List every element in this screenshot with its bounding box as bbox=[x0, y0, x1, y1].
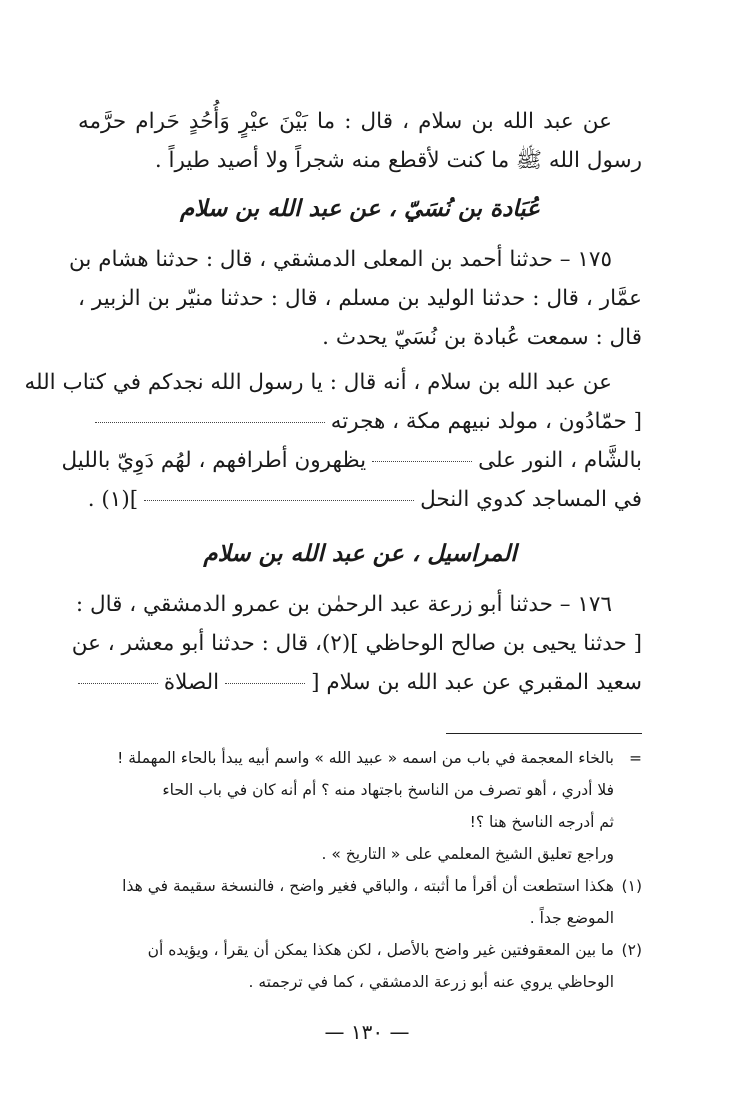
footnote-ref: ](١) . bbox=[87, 487, 139, 512]
text-segment: يظهرون أطرافهم ، لهُم دَوِيّ بالليل bbox=[61, 448, 367, 473]
section-heading: المراسيل ، عن عبد الله بن سلام bbox=[203, 541, 517, 567]
footnote-number: (١) bbox=[621, 877, 642, 895]
text-line bbox=[78, 480, 642, 519]
missing-text-dots bbox=[225, 682, 305, 684]
text-segment: في المساجد كدوي النحل bbox=[420, 487, 642, 512]
text-line: عن عبد الله بن سلام ، قال : ما بَيْنَ عيْرٍ وَأُحُدٍ حَرام حرَّمه bbox=[78, 109, 612, 134]
footnote-1 bbox=[72, 870, 642, 934]
main-text bbox=[24, 102, 642, 702]
section-heading: عُبَادة بن نُسَيّ ، عن عبد الله بن سلام bbox=[180, 196, 540, 222]
missing-text-dots bbox=[78, 682, 158, 684]
footnote-divider bbox=[446, 733, 642, 734]
text-segment: الصلاة bbox=[163, 670, 220, 695]
footnote-line: الموضع جداً . bbox=[529, 909, 614, 927]
missing-text-dots bbox=[144, 499, 414, 501]
footnote-line: ما بين المعقوفتين غير واضح بالأصل ، لكن هكذا يمكن أن يقرأ ، ويؤيده أن bbox=[147, 941, 614, 959]
text-segment: بالشَّام ، النور على bbox=[478, 448, 642, 473]
missing-text-dots bbox=[95, 421, 325, 423]
text-line: رسول الله ﷺ ما كنت لأقطع منه شجراً ولا أصيد طيراً . bbox=[154, 148, 642, 173]
footnote-line: فلا أدري ، أهو تصرف من الناسخ باجتهاد منه ؟ أم أنه كان في باب الحاء bbox=[162, 781, 614, 799]
text-line: عمَّار ، قال : حدثنا الوليد بن مسلم ، قال : حدثنا منيّر بن الزبير ، bbox=[78, 286, 642, 311]
text-line: قال : سمعت عُبادة بن نُسَيّ يحدث . bbox=[322, 325, 642, 350]
footnote-line: هكذا استطعت أن أقرأ ما أثبته ، والباقي فغير واضح ، فالنسخة سقيمة في هذا bbox=[122, 877, 614, 895]
continuation-mark: = bbox=[629, 749, 642, 767]
text-line: [ حدثنا يحيى بن صالح الوحاظي ](٢)، قال : حدثنا أبو معشر ، عن bbox=[71, 631, 642, 656]
footnote-line: ثم أدرجه الناسخ هنا ؟! bbox=[469, 813, 614, 831]
footnote-line: الوحاظي يروي عنه أبو زرعة الدمشقي ، كما في ترجمته . bbox=[248, 973, 614, 991]
text-line: ١٧٦ – حدثنا أبو زرعة عبد الرحمٰن بن عمرو الدمشقي ، قال : bbox=[75, 592, 612, 617]
text-line bbox=[61, 441, 642, 480]
footnote-number: (٢) bbox=[621, 941, 642, 959]
text-line bbox=[78, 663, 642, 702]
text-line: ١٧٥ – حدثنا أحمد بن المعلى الدمشقي ، قال : حدثنا هشام بن bbox=[69, 247, 612, 272]
text-segment: سعيد المقبري عن عبد الله بن سلام [ bbox=[311, 670, 642, 695]
text-line bbox=[78, 402, 642, 441]
footnotes bbox=[72, 742, 642, 998]
missing-text-dots bbox=[372, 460, 472, 462]
footnote-continuation bbox=[72, 742, 642, 870]
page-number: — ١٣٠ — bbox=[324, 1020, 410, 1044]
text-line: عن عبد الله بن سلام ، أنه قال : يا رسول الله نجدكم في كتاب الله bbox=[24, 370, 612, 395]
text-segment: [ حمّادُون ، مولد نبيهم مكة ، هجرته bbox=[330, 409, 642, 434]
footnote-line: وراجع تعليق الشيخ المعلمي على « التاريخ » . bbox=[321, 845, 614, 863]
footnote-2 bbox=[72, 934, 642, 998]
footnote-line: بالخاء المعجمة في باب من اسمه « عبيد الله » واسم أبيه يبدأ بالحاء المهملة ! bbox=[117, 749, 614, 767]
